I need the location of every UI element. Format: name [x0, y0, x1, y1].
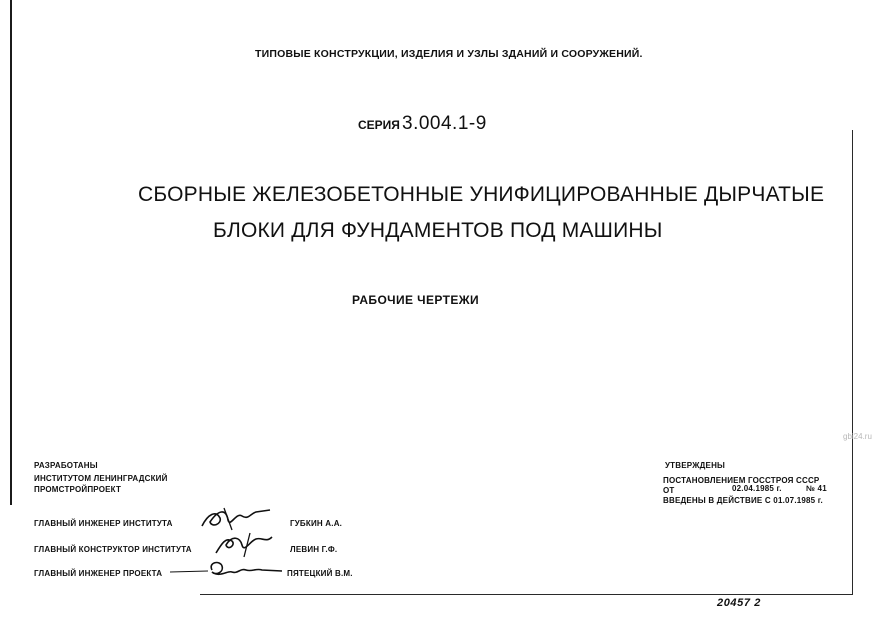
approved-label: УТВЕРЖДЕНЫ [665, 461, 726, 470]
signatory-role: ГЛАВНЫЙ КОНСТРУКТОР ИНСТИТУТА [34, 545, 192, 554]
signatory-name: ЛЕВИН Г.Ф. [290, 545, 338, 554]
series-number: 3.004.1-9 [402, 113, 487, 134]
signature-chief-project-engineer [168, 558, 286, 580]
signatory-role: ГЛАВНЫЙ ИНЖЕНЕР ПРОЕКТА [34, 569, 163, 578]
watermark: gbi24.ru [843, 432, 872, 441]
approval-number: № 41 [806, 484, 827, 493]
collection-header: ТИПОВЫЕ КОНСТРУКЦИИ, ИЗДЕЛИЯ И УЗЛЫ ЗДАНИЙ И СООРУЖЕНИЙ. [255, 48, 643, 60]
frame-left-border [10, 0, 12, 505]
signature-chief-designer [210, 531, 282, 559]
document-title-line-2: БЛОКИ ДЛЯ ФУНДАМЕНТОВ ПОД МАШИНЫ [213, 219, 663, 242]
signature-chief-engineer [198, 506, 276, 532]
document-subtitle: РАБОЧИЕ ЧЕРТЕЖИ [352, 293, 480, 307]
signatory-name: ГУБКИН А.А. [290, 519, 343, 528]
approval-from-label: ОТ [663, 486, 675, 495]
signatory-name: ПЯТЕЦКИЙ В.М. [287, 569, 353, 578]
frame-right-border [852, 130, 853, 595]
developed-label: РАЗРАБОТАНЫ [34, 461, 98, 470]
approval-date: 02.04.1985 г. [732, 484, 782, 493]
effective-date: ВВЕДЕНЫ В ДЕЙСТВИЕ С 01.07.1985 г. [663, 496, 823, 505]
approval-decree: ПОСТАНОВЛЕНИЕМ ГОССТРОЯ СССР [663, 476, 820, 485]
signatory-role: ГЛАВНЫЙ ИНЖЕНЕР ИНСТИТУТА [34, 519, 173, 528]
frame-bottom-border [200, 594, 852, 595]
archive-stamp-number: 20457 2 [717, 597, 761, 609]
document-title-line-1: СБОРНЫЕ ЖЕЛЕЗОБЕТОННЫЕ УНИФИЦИРОВАННЫЕ ДЫРЧАТЫЕ [138, 183, 825, 206]
developer-org-line-2: ПРОМСТРОЙПРОЕКТ [34, 485, 122, 494]
series-label: СЕРИЯ [358, 118, 400, 132]
developer-org-line-1: ИНСТИТУТОМ ЛЕНИНГРАДСКИЙ [34, 474, 168, 483]
